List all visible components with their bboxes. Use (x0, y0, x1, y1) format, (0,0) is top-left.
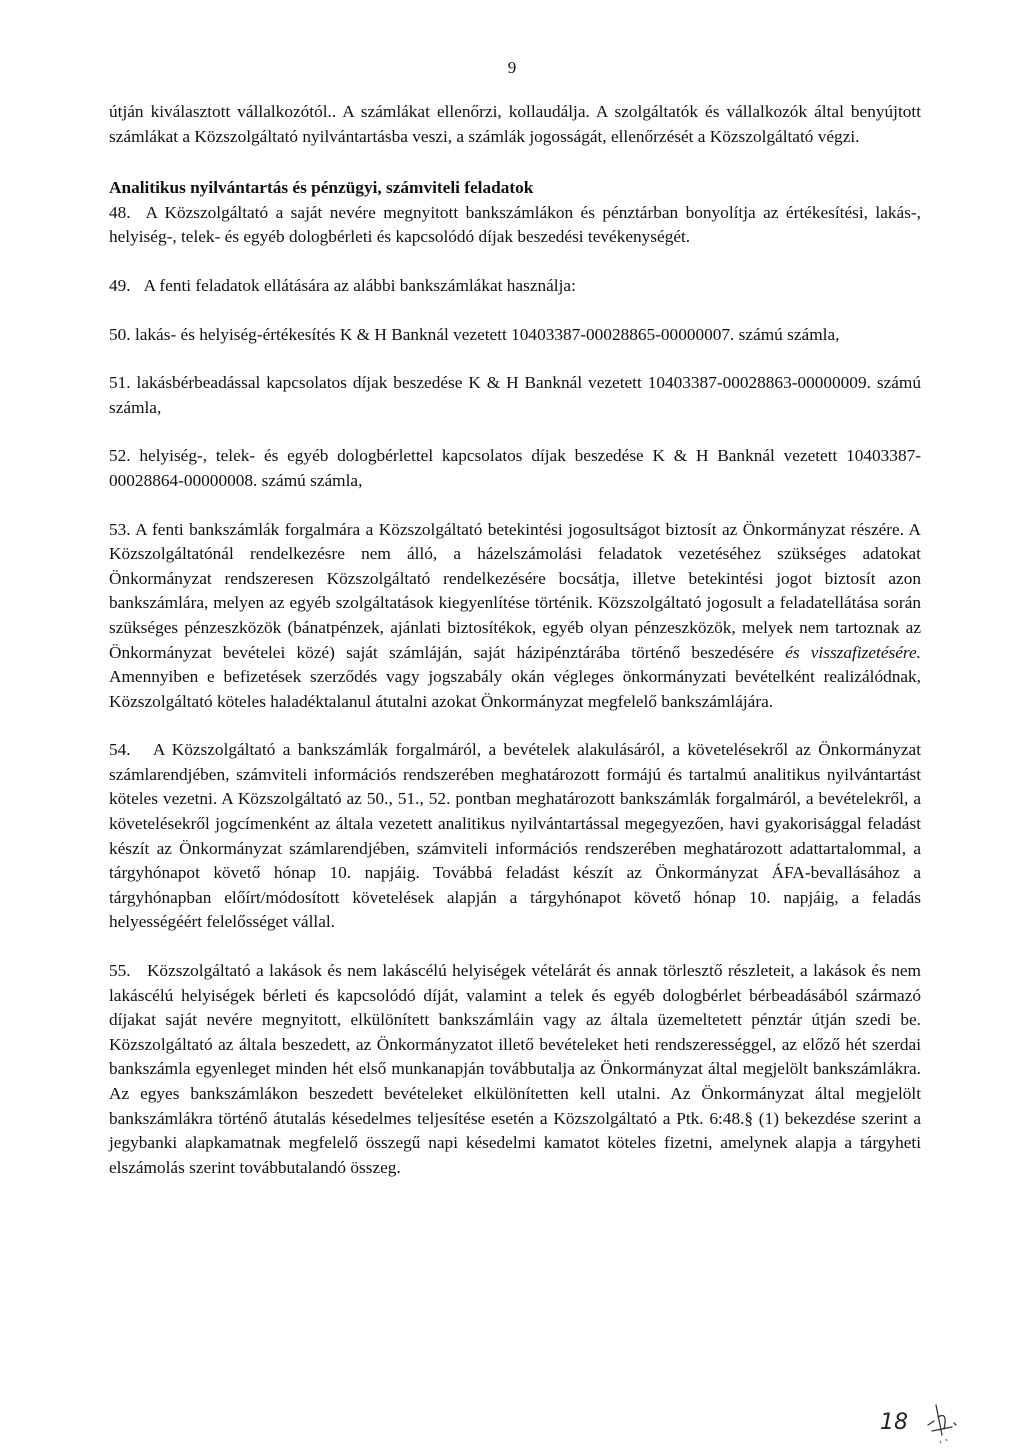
intro-paragraph: útján kiválasztott vállalkozótól.. A számlákat ellenőrzi, kollaudálja. A szolgáltatók és vállalkozók által benyújtott számlákat a Közszolgáltató nyilvántartásba veszi, a számlák jogosságát, ellenőrzését a Közszolgáltató végzi. (109, 102, 921, 146)
handwritten-signature-icon (870, 1395, 960, 1445)
paragraph-50 (109, 323, 921, 348)
paragraph-55 (109, 959, 921, 1180)
paragraph-text: helyiség-, telek- és egyéb dologbérlettel kapcsolatos díjak beszedése K & H Banknál vezetett 10403387-00028864-00000008. számú számla, (109, 446, 921, 490)
paragraph-text: A Közszolgáltató a bankszámlák forgalmáról, a bevételek alakulásáról, a követelésekről az Önkormányzat számlarendjében, számviteli információs rendszerében meghatározott formájú és tartalmú analitikus nyilvántartást köteles vezetni. A Közszolgáltató az 50., 51., 52. pontban meghatározott bankszámlák forgalmáról, a bevételekről, a követelésekről jogcímenként az általa vezetett analitikus nyilvántartással megegyezően, havi gyakorisággal feladást készít az Önkormányzat számlarendjében, számviteli információs rendszerében meghatározott adattartalommal, a tárgyhónapot követő hónap 10. napjáig. Továbbá feladást készít az Önkormányzat ÁFA-bevallásához a tárgyhónapban előírt/módosított követelések alapján a tárgyhónapot követő hónap 10. napjáig, a feladás helyességéért felelősséget vállal. (109, 740, 921, 932)
paragraph-number: 51. (109, 373, 131, 393)
page-number: 9 (507, 58, 517, 77)
paragraph-number: 52. (109, 446, 131, 466)
paragraph-53 (109, 518, 921, 715)
paragraph-number: 53. (109, 519, 131, 539)
paragraph-text-continued: Amennyiben e befizetések szerződés vagy jogszabály okán végleges önkormányzati bevételként realizálódnak, Közszolgáltató köteles haladéktalanul átutalni azokat Önkormányzat megfelelő bankszámlájára. (109, 667, 921, 711)
paragraph-text: A fenti feladatok ellátására az alábbi bankszámlákat használja: (143, 275, 576, 295)
paragraph-number: 48. (109, 202, 131, 222)
paragraph-text: A Közszolgáltató a saját nevére megnyitott bankszámlákon és pénztárban bonyolítja az értékesítési, lakás-, helyiség-, telek- és egyéb dologbérleti és kapcsolódó díjak beszedési tevékenységét. (109, 202, 922, 247)
section-heading: Analitikus nyilvántartás és pénzügyi, számviteli feladatok (109, 178, 534, 198)
paragraph-number: 49. (109, 275, 131, 295)
paragraph-text: lakás- és helyiség-értékesítés K & H Banknál vezetett 10403387-00028865-00000007. számú számla, (134, 324, 840, 344)
paragraph-text: Közszolgáltató a lakások és nem lakáscélú helyiségek vételárát és annak törlesztő részleteit, a lakások és nem lakáscélú helyiségek bérleti és kapcsolódó díját, valamint a telek és egyéb dologbérlet bérbeadásából származó díjakat saját nevére megnyitott, elkülönített bankszámláin vagy az általa üzemeltetett pénztár útján szedi be. Közszolgáltató az általa beszedett, az Önkormányzatot illető bevételeket heti rendszerességgel, az előző hét szerdai bankszámla egyenleget minden hét első munkanapján továbbutalja az Önkormányzat által megjelölt bankszámlákra. Az egyes bankszámlákon beszedett bevételeket elkülönítetten kell utalni. Az Önkormányzat által megjelölt bankszámlákra történő átutalás késedelmes teljesítése esetén a Közszolgáltató a Ptk. 6:48.§ (1) bekezdése szerint a jegybanki alapkamatnak megfelelő összegű napi késedelmi kamatot köteles fizetni, amelynek alapja a tárgyheti elszámolás szerint továbbutalandó összeg. (109, 961, 921, 1177)
paragraph-number: 50. (109, 324, 131, 344)
paragraph-number: 55. (109, 961, 131, 981)
paragraph-emphasis: és visszafizetésére. (785, 642, 921, 662)
paragraph-48 (109, 201, 921, 250)
paragraph-number: 54. (109, 740, 131, 760)
paragraph-51 (109, 371, 921, 420)
paragraph-text: A fenti bankszámlák forgalmára a Közszolgáltató betekintési jogosultságot biztosít az Önkormányzat részére. A Közszolgáltatónál rendelkezésre nem álló, a házelszámolási feladatok vezetéséhez szükséges adatokat Önkormányzat rendszeresen Közszolgáltató rendelkezésére bocsátja, illetve betekintési jogot biztosít azon bankszámlára, melyen az egyéb szolgáltatások kiegyenlítése történik. Közszolgáltató jogosult a feladatellátása során szükséges pénzeszközök (bánatpénzek, ajánlati biztosítékok, egyéb olyan pénzeszközök, melyek nem tartoznak az Önkormányzat bevételei közé) saját számláján, saját házipénztárába történő beszedésére (109, 519, 921, 662)
paragraph-text: lakásbérbeadással kapcsolatos díjak beszedése K & H Banknál vezetett 10403387-00028863-00000009. számú számla, (109, 373, 921, 417)
document-body (109, 100, 921, 1204)
paragraph-54 (109, 738, 921, 935)
paragraph-52 (109, 444, 921, 493)
paragraph-49 (109, 274, 921, 299)
handwritten-page-number: 18 (880, 1410, 908, 1435)
